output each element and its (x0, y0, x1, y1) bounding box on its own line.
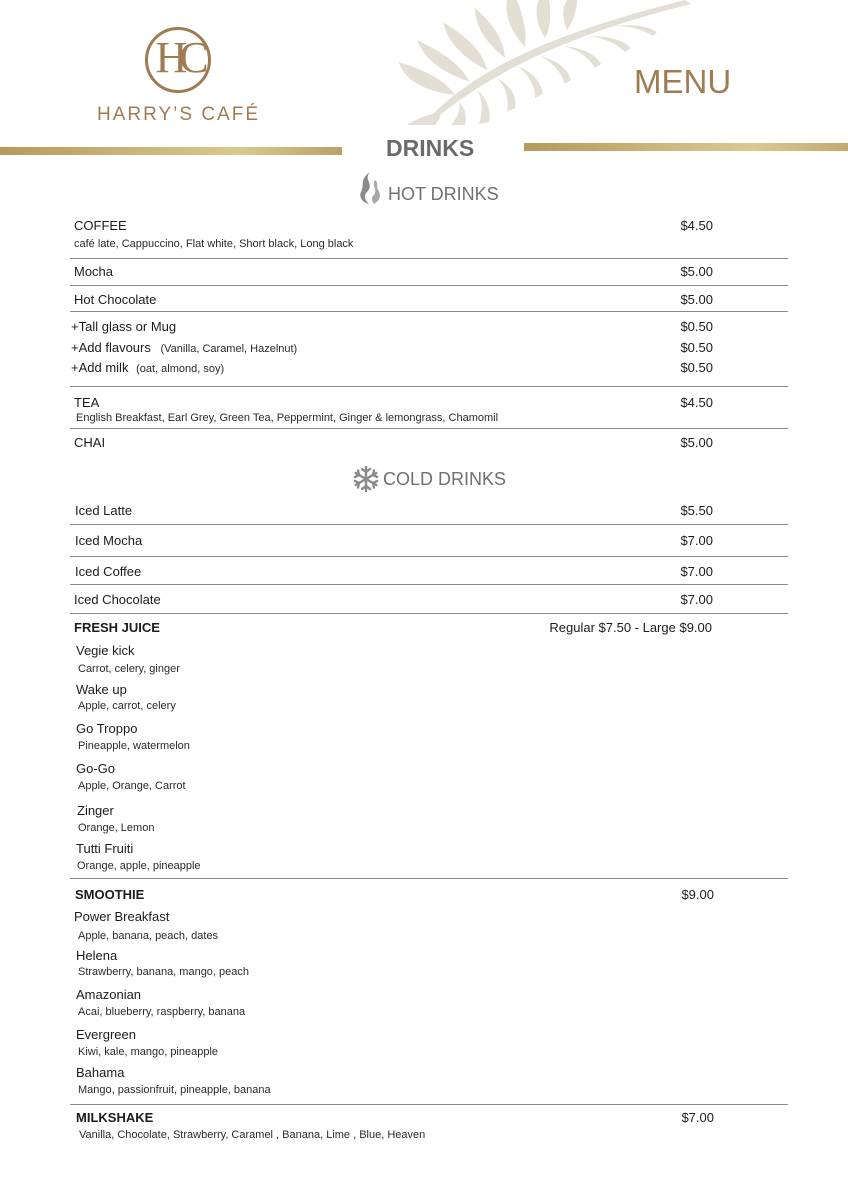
gold-divider-right (524, 143, 848, 151)
cold-item-name: Iced Coffee (75, 564, 142, 579)
tea-price: $4.50 (680, 395, 713, 410)
gold-divider-left (0, 147, 342, 155)
smoothie-name: Power Breakfast (74, 909, 170, 924)
divider (70, 1104, 788, 1105)
divider (70, 428, 788, 429)
cold-drinks-heading: COLD DRINKS (383, 469, 507, 489)
smoothie-desc: Apple, banana, peach, dates (78, 930, 219, 942)
smoothie-price: $9.00 (681, 887, 714, 902)
juice-desc: Orange, Lemon (78, 822, 155, 834)
menu-title: MENU (634, 63, 732, 100)
juice-name: Tutti Fruiti (76, 841, 134, 856)
divider (70, 386, 788, 387)
tea-desc: English Breakfast, Earl Grey, Green Tea, Peppermint, Ginger & lemongrass, Chamomil (76, 412, 499, 424)
extra-price: $0.50 (680, 319, 713, 334)
smoothie-name: Evergreen (76, 1027, 136, 1042)
smoothie-name: Amazonian (76, 987, 142, 1002)
juice-name: Vegie kick (76, 643, 135, 658)
steam-icon (357, 170, 383, 206)
smoothie-desc: Acai, blueberry, raspberry, banana (78, 1006, 246, 1018)
drinks-heading: DRINKS (386, 135, 475, 161)
snowflake-icon (353, 466, 379, 492)
juice-desc: Apple, carrot, celery (78, 700, 176, 712)
smoothie-desc: Kiwi, kale, mango, pineapple (78, 1046, 219, 1058)
fresh-juice-heading: FRESH JUICE (74, 620, 160, 635)
divider (70, 311, 788, 312)
divider (70, 584, 788, 585)
smoothie-name: Bahama (76, 1065, 125, 1080)
fresh-juice-price: Regular $7.50 - Large $9.00 (549, 620, 712, 635)
cold-item-price: $5.50 (680, 503, 713, 518)
divider (70, 524, 788, 525)
mocha-name: Mocha (74, 264, 114, 279)
juice-desc: Orange, apple, pineapple (77, 860, 201, 872)
logo-monogram: HC (155, 33, 201, 82)
cold-item-price: $7.00 (680, 564, 713, 579)
juice-desc: Carrot, celery, ginger (78, 663, 180, 675)
juice-desc: Apple, Orange, Carrot (78, 780, 186, 792)
milkshake-heading: MILKSHAKE (76, 1110, 154, 1125)
cold-item-price: $7.00 (680, 533, 713, 548)
divider (70, 878, 788, 879)
divider (70, 285, 788, 286)
extra-price: $0.50 (680, 340, 713, 355)
cold-item-name: Iced Chocolate (74, 592, 161, 607)
juice-name: Wake up (76, 682, 127, 697)
chai-price: $5.00 (680, 435, 713, 450)
juice-name: Go-Go (76, 761, 116, 776)
milkshake-desc: Vanilla, Chocolate, Strawberry, Caramel , Banana, Lime , Blue, Heaven (79, 1129, 426, 1141)
extra-item: +Tall glass or Mug (71, 319, 177, 334)
hot-chocolate-price: $5.00 (680, 292, 713, 307)
juice-name: Zinger (77, 803, 114, 818)
milkshake-price: $7.00 (681, 1110, 714, 1125)
divider (70, 556, 788, 557)
smoothie-desc: Mango, passionfruit, pineapple, banana (78, 1084, 271, 1096)
juice-name: Go Troppo (76, 721, 138, 736)
cold-item-name: Iced Latte (75, 503, 133, 518)
hot-drinks-heading: HOT DRINKS (388, 184, 499, 204)
mocha-price: $5.00 (680, 264, 713, 279)
divider (70, 258, 788, 259)
extra-item: +Add milk (oat, almond, soy) (71, 360, 225, 375)
cold-item-name: Iced Mocha (75, 533, 143, 548)
smoothie-name: Helena (76, 948, 118, 963)
brand-name: HARRY’S CAFÉ (96, 104, 260, 125)
smoothie-heading: SMOOTHIE (75, 887, 145, 902)
smoothie-desc: Strawberry, banana, mango, peach (78, 966, 250, 978)
coffee-price: $4.50 (680, 218, 713, 233)
hot-chocolate-name: Hot Chocolate (74, 292, 157, 307)
extra-item: +Add flavours (Vanilla, Caramel, Hazelnut) (71, 340, 298, 355)
coffee-name: COFFEE (74, 218, 127, 233)
tea-name: TEA (74, 395, 100, 410)
cold-item-price: $7.00 (680, 592, 713, 607)
coffee-desc: café late, Cappuccino, Flat white, Short black, Long black (74, 238, 354, 250)
extra-price: $0.50 (680, 360, 713, 375)
divider (70, 613, 788, 614)
juice-desc: Pineapple, watermelon (78, 740, 190, 752)
chai-name: CHAI (74, 435, 106, 450)
